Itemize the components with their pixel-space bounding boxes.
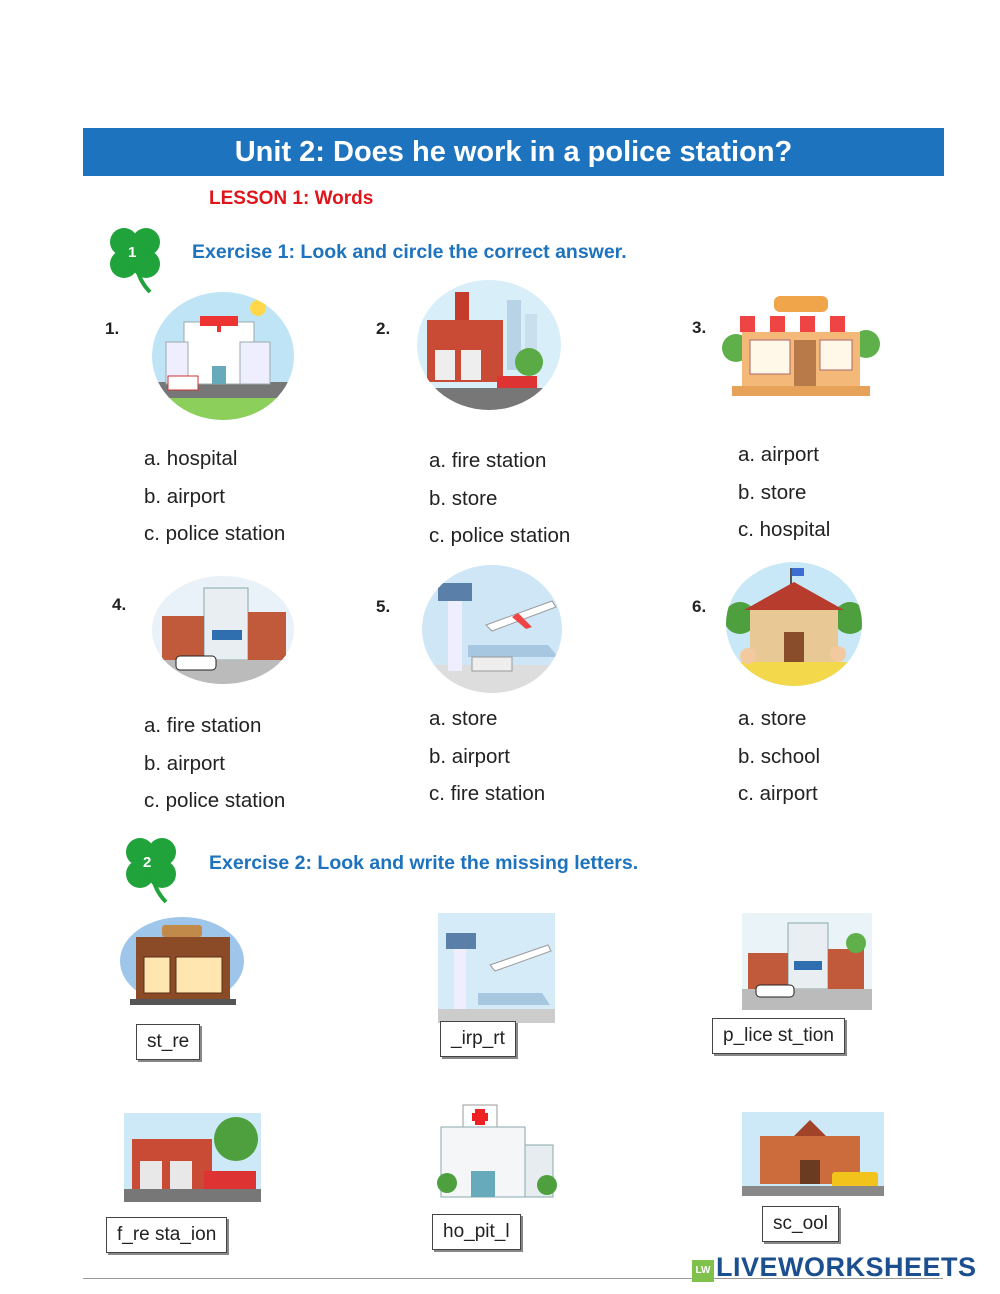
option-1a[interactable]: a. hospital <box>144 447 238 470</box>
police-station-picture <box>742 913 872 1010</box>
option-5a[interactable]: a. store <box>429 707 498 730</box>
clover-icon <box>102 226 172 298</box>
liveworksheets-logo <box>692 1252 977 1283</box>
option-4c[interactable]: c. police station <box>144 789 286 812</box>
option-5c[interactable]: c. fire station <box>429 782 546 805</box>
option-5b[interactable]: b. airport <box>429 744 510 768</box>
option-6b[interactable]: b. school <box>738 744 821 768</box>
missing-letters-box[interactable]: ho_pit_l <box>432 1214 521 1250</box>
missing-letters-box[interactable]: p_lice st_tion <box>712 1018 845 1054</box>
missing-letters-box[interactable]: f_re sta_ion <box>106 1217 227 1253</box>
logo-text: LIVEWORKSHEETS <box>716 1252 977 1282</box>
exercise1-title: Exercise 1: Look and circle the correct answer. <box>192 241 627 263</box>
exercise2-title: Exercise 2: Look and write the missing letters. <box>209 852 639 874</box>
exercise1-badge: 1 <box>128 244 137 261</box>
option-3a[interactable]: a. airport <box>738 443 819 466</box>
lesson-heading: LESSON 1: Words <box>209 188 374 209</box>
page-title: Unit 2: Does he work in a police station? <box>83 128 944 176</box>
fire-station-picture <box>124 1113 261 1202</box>
option-3b[interactable]: b. store <box>738 480 807 504</box>
option-4b[interactable]: b. airport <box>144 751 225 775</box>
hospital-picture <box>152 292 294 420</box>
question-number: 2. <box>376 319 391 338</box>
airport-picture <box>438 913 555 1023</box>
option-2a[interactable]: a. fire station <box>429 449 547 472</box>
missing-letters-box[interactable]: _irp_rt <box>440 1021 516 1057</box>
clover-icon <box>118 836 188 908</box>
logo-icon: LW <box>692 1260 714 1282</box>
option-2c[interactable]: c. police station <box>429 524 571 547</box>
question-number: 6. <box>692 597 707 616</box>
police-station-picture <box>152 576 294 684</box>
school-picture <box>726 562 862 686</box>
option-6a[interactable]: a. store <box>738 707 807 730</box>
store-picture <box>120 915 244 1007</box>
store-picture <box>722 294 880 398</box>
fire-station-picture <box>417 280 562 410</box>
option-6c[interactable]: c. airport <box>738 782 818 805</box>
option-2b[interactable]: b. store <box>429 486 498 510</box>
option-1c[interactable]: c. police station <box>144 522 286 545</box>
missing-letters-box[interactable]: sc_ool <box>762 1206 839 1242</box>
hospital-picture <box>435 1101 559 1203</box>
missing-letters-box[interactable]: st_re <box>136 1024 200 1060</box>
question-number: 4. <box>112 595 127 614</box>
option-4a[interactable]: a. fire station <box>144 714 262 737</box>
question-number: 1. <box>105 319 120 338</box>
question-number: 5. <box>376 597 391 616</box>
airport-picture <box>422 565 562 693</box>
school-picture <box>742 1112 884 1196</box>
exercise2-badge: 2 <box>143 854 152 871</box>
option-3c[interactable]: c. hospital <box>738 518 831 541</box>
option-1b[interactable]: b. airport <box>144 484 225 508</box>
question-number: 3. <box>692 318 707 337</box>
